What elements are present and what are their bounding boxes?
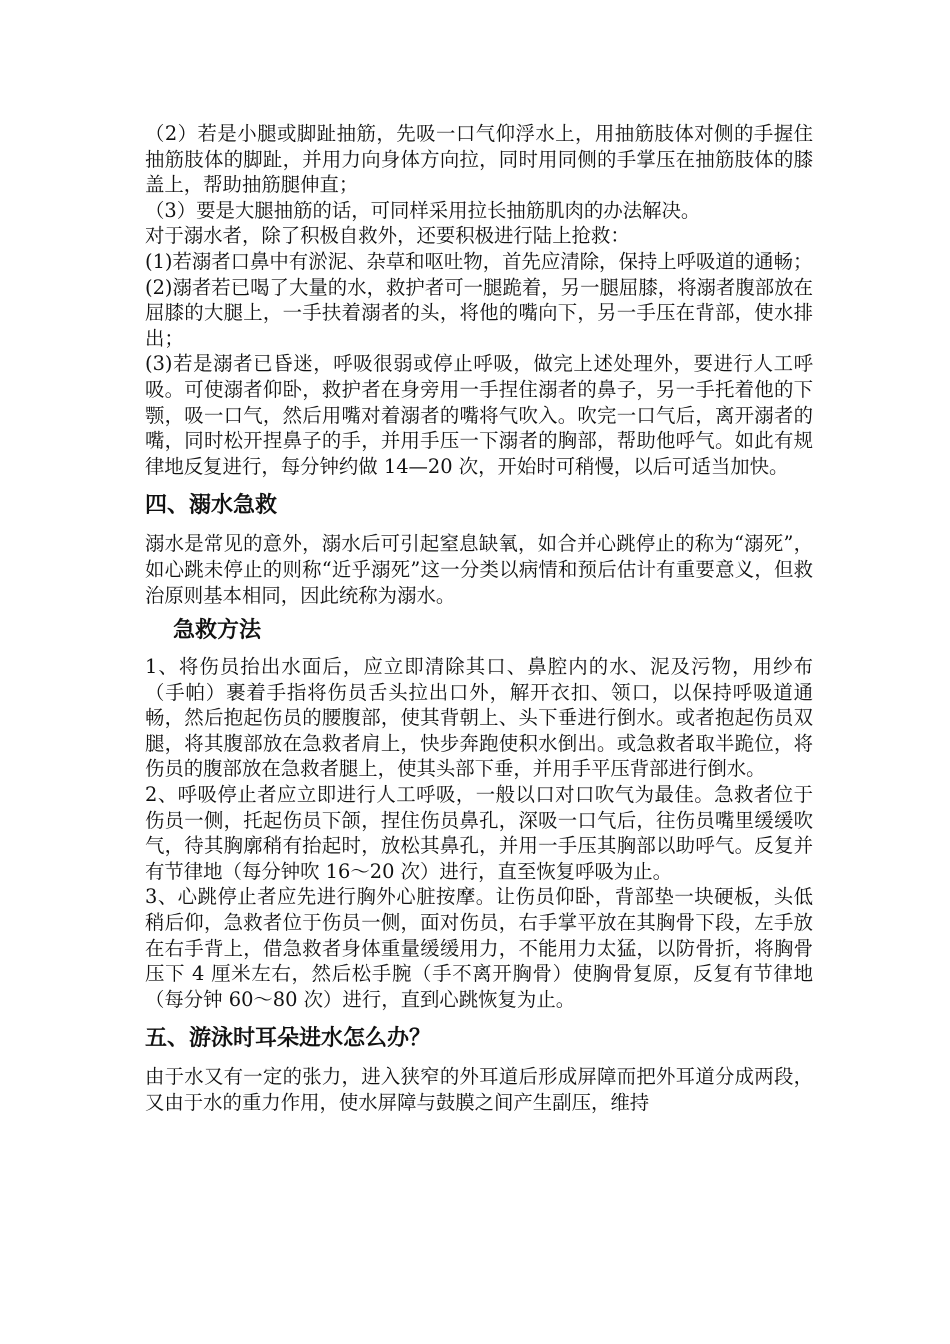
paragraph-clear-airway: (1)若溺者口鼻中有淤泥、杂草和呕吐物，首先应清除，保持上呼吸道的通畅； (145, 249, 813, 273)
subheading-first-aid-methods: 急救方法 (173, 618, 262, 644)
paragraph-drowning-definition: 溺水是常见的意外，溺水后可引起窒息缺氧，如合并心跳停止的称为“溺死”，如心跳未停止的则称“近乎溺死”这一分类以病情和预后估计有重要意义，但救治原则基本相同，因此统称为溺水。 (145, 532, 813, 607)
paragraph-water-in-ear: 由于水又有一定的张力，进入狭窄的外耳道后形成屏障而把外耳道分成两段，又由于水的重力作用，使水屏障与鼓膜之间产生副压，维持 (145, 1065, 813, 1114)
paragraph-method-1: 1、将伤员抬出水面后，应立即清除其口、鼻腔内的水、泥及污物，用纱布（手帕）裹着手指将伤员舌头拉出口外，解开衣扣、领口，以保持呼吸道通畅，然后抱起伤员的腰腹部，使其背朝上、头下垂进行倒水。或者抱起伤员双腿，将其腹部放在急救者肩上，快步奔跑使积水倒出。或急救者取半跪位，将伤员的腹部放在急救者腿上，使其头部下垂，并用手平压背部进行倒水。 (145, 655, 813, 781)
document-page (145, 121, 813, 1116)
paragraph-thigh-cramp: （3）要是大腿抽筋的话，可同样采用拉长抽筋肌肉的办法解决。 (145, 198, 701, 222)
paragraph-method-3: 3、心跳停止者应先进行胸外心脏按摩。让伤员仰卧，背部垫一块硬板，头低稍后仰，急救者位于伤员一侧，面对伤员，右手掌平放在其胸骨下段，左手放在右手背上，借急救者身体重量缓缓用力，不能用力太猛，以防骨折，将胸骨压下 4 厘米左右，然后松手腕（手不离开胸骨）使胸骨复原，反复有节律地（每分钟 60～80 次）进行，直到心跳恢复为止。 (145, 885, 813, 1011)
paragraph-land-rescue-intro: 对于溺水者，除了积极自救外，还要积极进行陆上抢救： (145, 224, 630, 248)
paragraph-artificial-respiration: (3)若是溺者已昏迷，呼吸很弱或停止呼吸，做完上述处理外，要进行人工呼吸。可使溺者仰卧，救护者在身旁用一手捏住溺者的鼻子，另一手托着他的下颚，吸一口气，然后用嘴对着溺者的嘴将气吹入。吹完一口气后，离开溺者的嘴，同时松开捏鼻子的手，并用手压一下溺者的胸部，帮助他呼气。如此有规律地反复进行，每分钟约做 14—20 次，开始时可稍慢，以后可适当加快。 (145, 352, 813, 478)
paragraph-drain-water: (2)溺者若已喝了大量的水，救护者可一腿跪着，另一腿屈膝，将溺者腹部放在屈膝的大腿上，一手扶着溺者的头，将他的嘴向下，另一手压在背部，使水排出； (145, 275, 813, 350)
paragraph-method-2: 2、呼吸停止者应立即进行人工呼吸，一般以口对口吹气为最佳。急救者位于伤员一侧，托起伤员下颌，捏住伤员鼻孔，深吸一口气后，往伤员嘴里缓缓吹气，待其胸廓稍有抬起时，放松其鼻孔，并用一手压其胸部以助呼气。反复并有节律地（每分钟吹 16～20 次）进行，直至恢复呼吸为止。 (145, 783, 813, 883)
paragraph-calf-cramp: （2）若是小腿或脚趾抽筋，先吸一口气仰浮水上，用抽筋肢体对侧的手握住抽筋肢体的脚趾，并用力向身体方向拉，同时用同侧的手掌压在抽筋肢体的膝盖上，帮助抽筋腿伸直； (145, 122, 813, 197)
section-heading-water-in-ear: 五、游泳时耳朵进水怎么办？ (145, 1026, 432, 1052)
section-heading-drowning-first-aid: 四、溺水急救 (145, 493, 278, 519)
